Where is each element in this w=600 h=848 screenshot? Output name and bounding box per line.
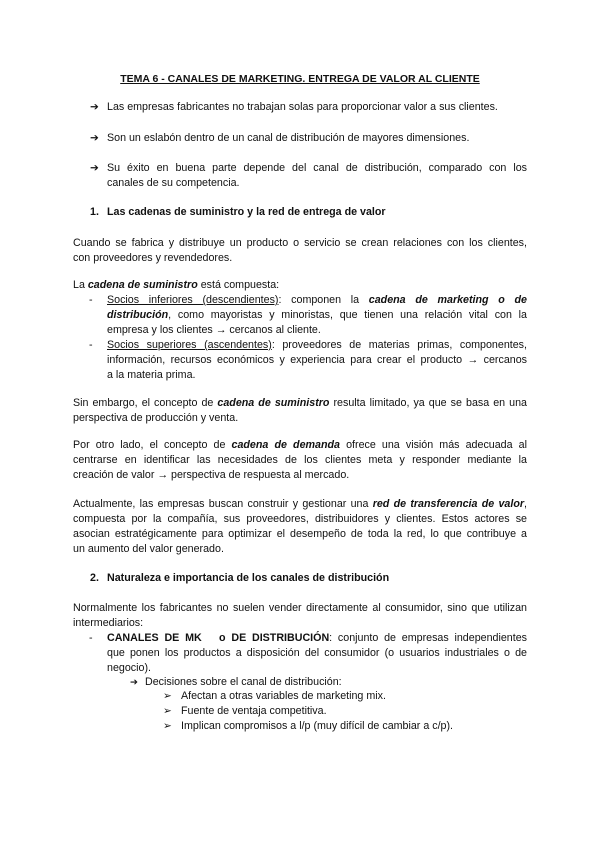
section-1-heading: Las cadenas de suministro y la red de entrega de valor — [107, 206, 386, 218]
s1-paragraph-5-line-1: Actualmente, las empresas buscan construir y gestionar una red de transferencia de valor, — [73, 498, 528, 510]
s1-paragraph-3-line-1: Sin embargo, el concepto de cadena de suministro resulta limitado, ya que se basa en una — [73, 397, 527, 409]
arrow-bullet-icon: ➔ — [90, 101, 99, 113]
s1-item-1-line-1: Socios inferiores (descendientes): componen la cadena de marketing o de — [107, 294, 527, 306]
term-cadena-suministro: cadena de suministro — [87, 279, 198, 291]
dash-bullet-icon: - — [89, 632, 93, 644]
s2-item-line-2: que ponen los productos a disposición del consumidor (o usuarios industriales o de — [107, 647, 527, 659]
intro-bullet-3-cont: canales de su competencia. — [107, 177, 240, 189]
s2-sub-item-3: Implican compromisos a l/p (muy difícil de cambiar a c/p). — [181, 720, 454, 732]
section-2-heading: Naturaleza e importancia de los canales de distribución — [107, 572, 390, 584]
s1-item-2-line-3: a la materia prima. — [107, 369, 196, 381]
s2-paragraph-1-line-2: intermediarios: — [73, 617, 144, 629]
s2-sub-item-2: Fuente de ventaja competitiva. — [181, 705, 327, 717]
s1-item-1-line-3: empresa y los clientes → cercanos al cliente. — [107, 324, 321, 336]
s1-paragraph-4-line-3: creación de valor → perspectiva de respuesta al mercado. — [73, 469, 350, 481]
s1-paragraph-5-line-2: compuesta por la compañía, sus proveedores, distribuidores y clientes. Estos actores se — [73, 513, 527, 525]
s1-item-1-line-2: distribución, como mayoristas y minoristas, que tienen una relación vital con la — [107, 309, 527, 321]
triangle-bullet-icon: ➢ — [163, 705, 172, 717]
dash-bullet-icon: - — [89, 294, 93, 306]
section-1-number: 1. — [90, 206, 99, 218]
s2-item-line-1: CANALES DE MK o DE DISTRIBUCIÓN: conjunto de empresas independientes — [107, 632, 527, 644]
s2-paragraph-1-line-1: Normalmente los fabricantes no suelen vender directamente al consumidor, sino que utilizan — [73, 602, 527, 614]
section-2-number: 2. — [90, 572, 99, 584]
triangle-bullet-icon: ➢ — [163, 720, 172, 732]
s1-paragraph-1-line-1: Cuando se fabrica y distribuye un producto o servicio se crean relaciones con los clientes, — [73, 237, 527, 249]
arrow-bullet-icon: ➔ — [130, 677, 138, 688]
s1-paragraph-4-line-2: centrarse en identificar las necesidades de los clientes meta y responder mediante la — [73, 454, 527, 466]
s1-paragraph-5-line-4: un aumento del valor generado. — [73, 543, 224, 555]
s1-paragraph-2: La cadena de suministro está compuesta: — [73, 279, 280, 291]
intro-bullet-2: Son un eslabón dentro de un canal de distribución de mayores dimensiones. — [107, 132, 470, 144]
arrow-bullet-icon: ➔ — [90, 162, 99, 174]
dash-bullet-icon: - — [89, 339, 93, 351]
s1-paragraph-1-line-2: con proveedores y revendedores. — [73, 252, 233, 264]
page-title: TEMA 6 - CANALES DE MARKETING. ENTREGA DE VALOR AL CLIENTE — [120, 73, 480, 85]
s1-item-2-line-2: información, recursos económicos y experiencia para crear el producto → cercanos — [107, 354, 527, 366]
s2-sub-item-1: Afectan a otras variables de marketing mix. — [181, 690, 386, 702]
arrow-bullet-icon: ➔ — [90, 132, 99, 144]
intro-bullet-3: Su éxito en buena parte depende del canal de distribución, comparado con los — [107, 162, 527, 174]
triangle-bullet-icon: ➢ — [163, 690, 172, 702]
intro-bullet-1: Las empresas fabricantes no trabajan solas para proporcionar valor a sus clientes. — [107, 101, 498, 113]
s2-sub-heading: Decisiones sobre el canal de distribución: — [145, 676, 342, 688]
s1-paragraph-4-line-1: Por otro lado, el concepto de cadena de demanda ofrece una visión más adecuada al — [73, 439, 528, 451]
s2-item-line-3: negocio). — [107, 662, 151, 674]
s1-item-2-line-1: Socios superiores (ascendentes): proveedores de materias primas, componentes, — [107, 339, 527, 351]
s1-paragraph-3-line-2: perspectiva de producción y venta. — [73, 412, 239, 424]
s1-paragraph-5-line-3: asocian estratégicamente para optimizar el desempeño de toda la red, lo que contribuye a — [73, 528, 527, 540]
